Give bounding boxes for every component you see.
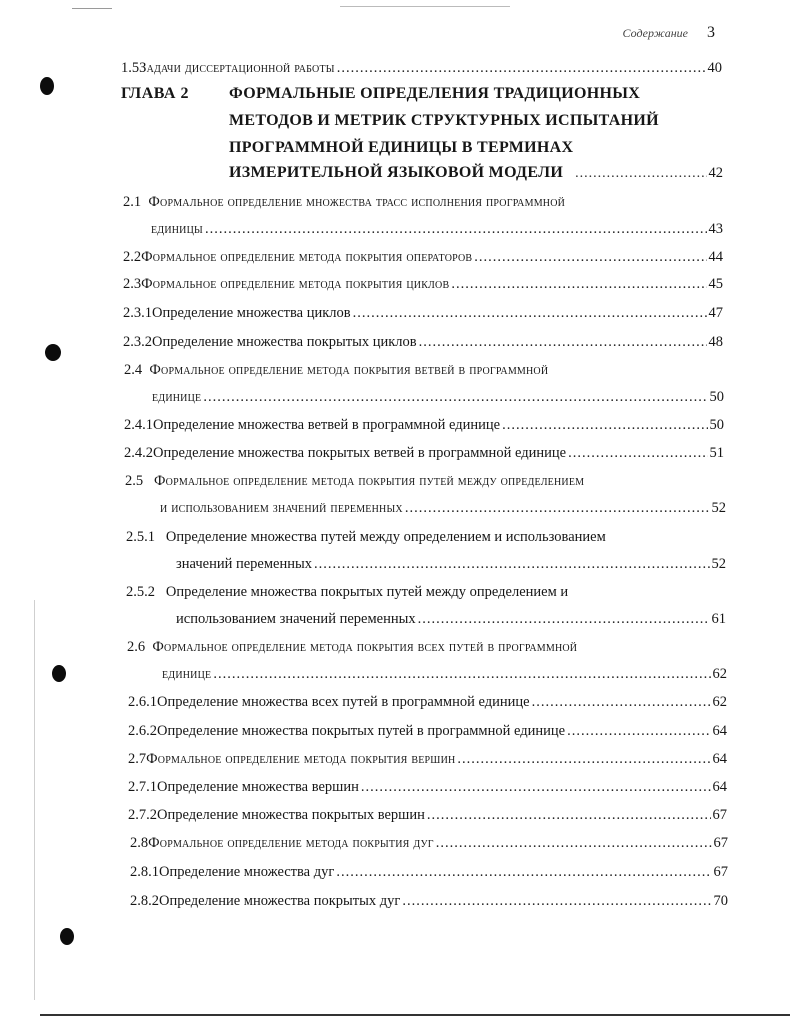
toc-page: 52 — [711, 556, 726, 572]
toc-title: Определение множества вершин — [157, 779, 359, 795]
dot-leader — [418, 610, 710, 628]
toc-number: 2.4.2 — [124, 445, 153, 461]
chapter-title-last-line — [229, 164, 723, 183]
toc-title: Определение множества покрытых циклов — [152, 334, 417, 350]
toc-number: 2.8.1 — [130, 864, 159, 880]
toc-entry-2-4-1 — [124, 416, 724, 434]
scan-edge — [34, 600, 35, 1000]
toc-number: 2.5 — [125, 473, 144, 489]
toc-title: Определение множества покрытых дуг — [159, 893, 401, 909]
toc-entry-2-5-1-cont — [176, 555, 726, 573]
toc-title: Формальное определение метода покрытия путей между определением — [154, 473, 585, 489]
toc-entry-2-6 — [127, 638, 577, 656]
toc-page: 47 — [708, 305, 723, 321]
toc-number: 2.3.2 — [123, 334, 152, 350]
dot-leader — [203, 388, 707, 406]
toc-page: 62 — [712, 666, 727, 682]
dot-leader — [405, 499, 710, 517]
toc-page: 40 — [707, 60, 722, 76]
toc-title: Формальное определение метода покрытия циклов — [141, 276, 450, 292]
toc-title: Формальное определение метода покрытия операторов — [141, 249, 473, 265]
toc-title: Определение множества дуг — [159, 864, 335, 880]
toc-page: 51 — [709, 445, 724, 461]
toc-number: 2.6.2 — [128, 723, 157, 739]
punch-hole-mark — [45, 344, 61, 361]
toc-entry-2-4-cont — [152, 388, 724, 406]
dot-leader — [567, 722, 710, 740]
chapter-title-line: ФОРМАЛЬНЫЕ ОПРЕДЕЛЕНИЯ ТРАДИЦИОННЫХ — [229, 85, 641, 102]
toc-number: 2.7 — [128, 751, 147, 767]
toc-entry-2-3 — [123, 275, 723, 293]
toc-number: 2.1 — [123, 194, 142, 210]
toc-entry-2-4-2 — [124, 444, 724, 462]
toc-title: Формальное определение метода покрытия ветвей в программной — [149, 362, 549, 378]
punch-hole-mark — [40, 77, 54, 95]
toc-entry-2-8 — [130, 834, 728, 852]
dot-leader — [205, 220, 707, 238]
toc-page: 43 — [708, 221, 723, 237]
chapter-title-line: МЕТОДОВ И МЕТРИК СТРУКТУРНЫХ ИСПЫТАНИЙ — [229, 112, 659, 129]
toc-entry-2-6-1 — [128, 693, 727, 711]
toc-entry-2-1-cont — [151, 220, 723, 238]
toc-entry-2-3-1 — [123, 304, 723, 322]
toc-page: 42 — [708, 165, 723, 181]
toc-entry-2-4 — [124, 361, 548, 379]
toc-title: Определение множества покрытых вершин — [157, 807, 425, 823]
toc-page: 67 — [712, 807, 727, 823]
toc-number: 2.7.1 — [128, 779, 157, 795]
toc-title-cont: использованием значений переменных — [176, 611, 416, 627]
toc-page: 50 — [709, 417, 724, 433]
toc-page: 67 — [713, 835, 728, 851]
chapter-title-line: ПРОГРАММНОЙ ЕДИНИЦЫ В ТЕРМИНАХ — [229, 139, 574, 156]
scan-edge — [40, 1014, 790, 1016]
dot-leader — [575, 165, 706, 183]
toc-title: Формальное определение множества трасс исполнения программной — [148, 194, 566, 210]
dot-leader — [402, 892, 711, 910]
toc-entry-2-2 — [123, 248, 723, 266]
dot-leader — [336, 863, 711, 881]
toc-title: Задачи диссертационной работы — [139, 60, 335, 76]
toc-title-cont: единицы — [151, 221, 203, 237]
toc-title: Определение множества всех путей в программной единице — [157, 694, 530, 710]
dot-leader — [427, 806, 711, 824]
dot-leader — [451, 275, 706, 293]
toc-title-cont: единице — [152, 389, 202, 405]
toc-page: 62 — [712, 694, 727, 710]
dot-leader — [436, 834, 712, 852]
toc-page: 61 — [711, 611, 726, 627]
toc-entry-2-5-2 — [126, 583, 568, 601]
page-number: 3 — [707, 24, 715, 41]
toc-title: Определение множества путей между определением и использованием — [165, 529, 606, 545]
toc-page: 64 — [712, 779, 727, 795]
toc-entry-2-5-1 — [126, 528, 606, 546]
toc-number: 2.3.1 — [123, 305, 152, 321]
toc-page: 64 — [712, 751, 727, 767]
dot-leader — [213, 665, 710, 683]
toc-number: 2.8.2 — [130, 893, 159, 909]
punch-hole-mark — [60, 928, 74, 945]
toc-entry-2-8-2 — [130, 892, 728, 910]
toc-title: Формальное определение метода покрытия всех путей в программной — [152, 639, 578, 655]
chapter-label: ГЛАВА 2 — [121, 85, 189, 102]
toc-number: 2.4 — [124, 362, 143, 378]
toc-title: Определение множества покрытых ветвей в программной единице — [153, 445, 567, 461]
toc-title: Формальное определение метода покрытия дуг — [148, 835, 434, 851]
toc-entry-2-7 — [128, 750, 727, 768]
dot-leader — [353, 304, 707, 322]
running-head: Содержание — [622, 26, 688, 40]
toc-page: 64 — [712, 723, 727, 739]
toc-page: 52 — [711, 500, 726, 516]
toc-entry-2-5-cont — [160, 499, 726, 517]
scan-mark — [72, 8, 112, 9]
toc-page: 50 — [709, 389, 724, 405]
toc-page: 48 — [708, 334, 723, 350]
chapter-title-line: ИЗМЕРИТЕЛЬНОЙ ЯЗЫКОВОЙ МОДЕЛИ — [229, 164, 564, 181]
dot-leader — [314, 555, 710, 573]
toc-number: 2.5.2 — [126, 584, 155, 600]
toc-page: 67 — [713, 864, 728, 880]
toc-number: 2.5.1 — [126, 529, 155, 545]
dot-leader — [337, 59, 706, 77]
toc-number: 2.8 — [130, 835, 149, 851]
toc-title: Определение множества ветвей в программной единице — [153, 417, 501, 433]
dot-leader — [532, 693, 711, 711]
toc-entry-2-5-2-cont — [176, 610, 726, 628]
dot-leader — [502, 416, 707, 434]
toc-entry-1-5 — [121, 59, 722, 77]
toc-title-cont: значений переменных — [176, 556, 312, 572]
toc-title-cont: и использованием значений переменных — [160, 500, 403, 516]
dot-leader — [457, 750, 710, 768]
toc-entry-2-7-2 — [128, 806, 727, 824]
dot-leader — [419, 333, 707, 351]
scan-mark — [340, 6, 510, 7]
toc-entry-2-8-1 — [130, 863, 728, 881]
toc-entry-2-6-cont — [162, 665, 727, 683]
dot-leader — [361, 778, 711, 796]
toc-number: 2.3 — [123, 276, 142, 292]
toc-number: 2.7.2 — [128, 807, 157, 823]
toc-number: 2.6 — [127, 639, 146, 655]
toc-number: 2.2 — [123, 249, 142, 265]
toc-number: 2.6.1 — [128, 694, 157, 710]
toc-entry-2-1 — [123, 193, 565, 211]
punch-hole-mark — [52, 665, 66, 682]
toc-title: Определение множества покрытых путей в программной единице — [157, 723, 566, 739]
toc-entry-2-7-1 — [128, 778, 727, 796]
toc-number: 1.5 — [121, 60, 140, 76]
dot-leader — [474, 248, 706, 266]
toc-page: 70 — [713, 893, 728, 909]
toc-page: 44 — [708, 249, 723, 265]
toc-entry-2-3-2 — [123, 333, 723, 351]
toc-entry-2-6-2 — [128, 722, 727, 740]
toc-title: Определение множества циклов — [152, 305, 351, 321]
dot-leader — [568, 444, 707, 462]
toc-entry-2-5 — [125, 472, 584, 490]
toc-number: 2.4.1 — [124, 417, 153, 433]
toc-title-cont: единице — [162, 666, 212, 682]
toc-title: Формальное определение метода покрытия вершин — [146, 751, 456, 767]
toc-page: 45 — [708, 276, 723, 292]
toc-title: Определение множества покрытых путей между определением и — [165, 584, 569, 600]
